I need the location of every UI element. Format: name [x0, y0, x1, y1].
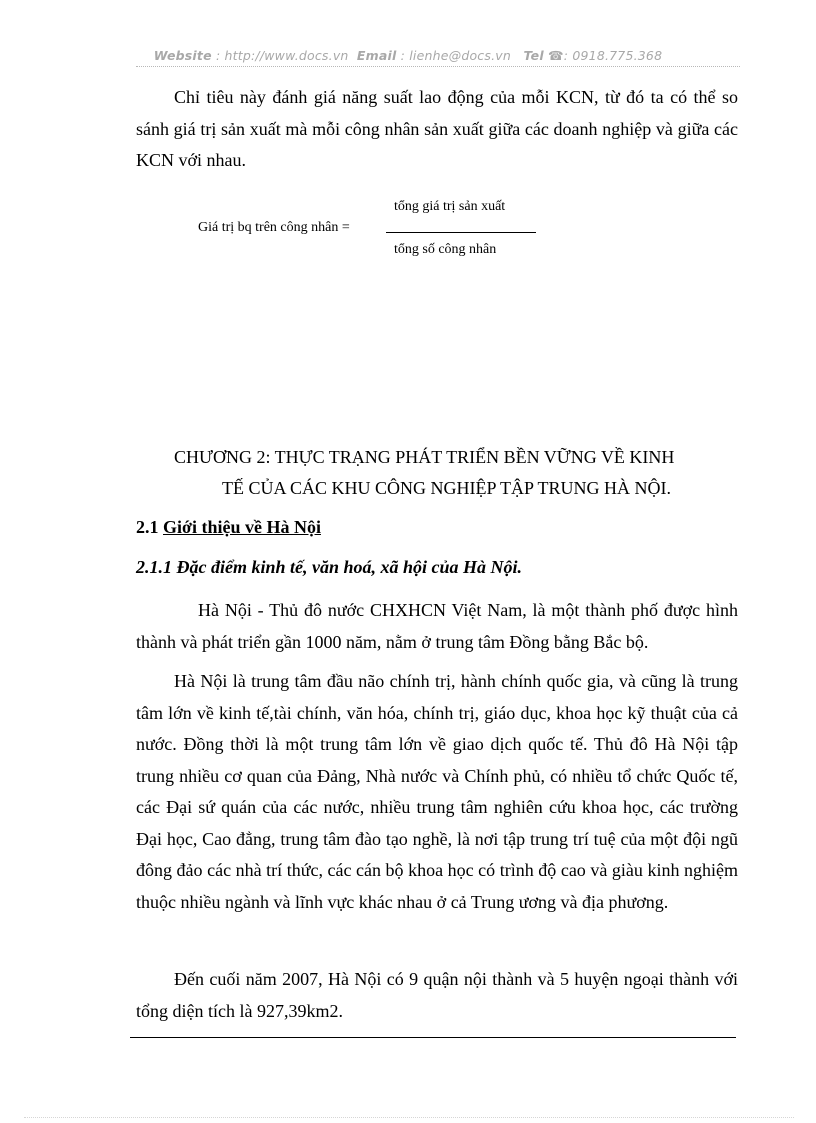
- subsection-heading: 2.1.1 Đặc điểm kinh tế, văn hoá, xã hội của Hà Nội.: [136, 557, 523, 577]
- formula-denominator: tổng số công nhân: [394, 242, 497, 257]
- chapter-title-line2: TẾ CỦA CÁC KHU CÔNG NGHIỆP TẬP TRUNG HÀ NỘI.: [222, 478, 672, 498]
- paragraph-1: Hà Nội - Thủ đô nước CHXHCN Việt Nam, là một thành phố được hình thành và phát triển gần 1000 năm, nằm ở trung tâm Đồng bằng Bắc bộ.: [136, 600, 738, 652]
- tel-label: Tel: [523, 48, 544, 63]
- website-value: : http://www.docs.vn: [215, 48, 349, 63]
- intro-paragraph: Chỉ tiêu này đánh giá năng suất lao động của mỗi KCN, từ đó ta có thể so sánh giá trị sản xuất mà mỗi công nhân sản xuất giữa các doanh nghiệp và giữa các KCN với nhau.: [136, 87, 738, 170]
- formula-label: Giá trị bq trên công nhân =: [198, 220, 350, 235]
- page-edge: [24, 1117, 794, 1118]
- chapter-title-line1: CHƯƠNG 2: THỰC TRẠNG PHÁT TRIỂN BỀN VỮNG VỀ KINH: [174, 447, 675, 467]
- section-heading: [136, 517, 321, 538]
- formula-numerator: tổng giá trị sản xuất: [394, 199, 506, 214]
- fraction-bar: [386, 232, 536, 233]
- section-title: Giới thiệu về Hà Nội: [163, 517, 321, 537]
- email-value: : lienhe@docs.vn: [400, 48, 511, 63]
- paragraph-2: Hà Nội là trung tâm đầu não chính trị, hành chính quốc gia, và cũng là trung tâm lớn về kinh tế,tài chính, văn hóa, chính trị, giáo dục, khoa học kỹ thuật của cả nước. Đồng thời là một trung tâm lớn về giao dịch quốc tế. Thủ đô Hà Nội tập trung nhiều cơ quan của Đảng, Nhà nước và Chính phủ, có nhiều tổ chức Quốc tế, các Đại sứ quán của các nước, nhiều trung tâm nghiên cứu khoa học, các trường Đại học, Cao đẳng, trung tâm đào tạo nghề, là nơi tập trung trí tuệ của một đội ngũ đông đảo các nhà trí thức, các cán bộ khoa học có trình độ cao và giàu kinh nghiệm thuộc nhiều ngành và lĩnh vực khác nhau ở cả Trung ương và địa phương.: [136, 671, 738, 912]
- page-header: [0, 48, 816, 63]
- section-number: 2.1: [136, 517, 159, 537]
- header-divider: [136, 66, 740, 67]
- paragraph-3: Đến cuối năm 2007, Hà Nội có 9 quận nội thành và 5 huyện ngoại thành với tổng diện tích là 927,39km2.: [136, 969, 738, 1021]
- email-label: Email: [356, 48, 397, 63]
- tel-value: ☎: 0918.775.368: [548, 48, 663, 63]
- website-label: Website: [153, 48, 212, 63]
- footer-divider: [130, 1037, 736, 1038]
